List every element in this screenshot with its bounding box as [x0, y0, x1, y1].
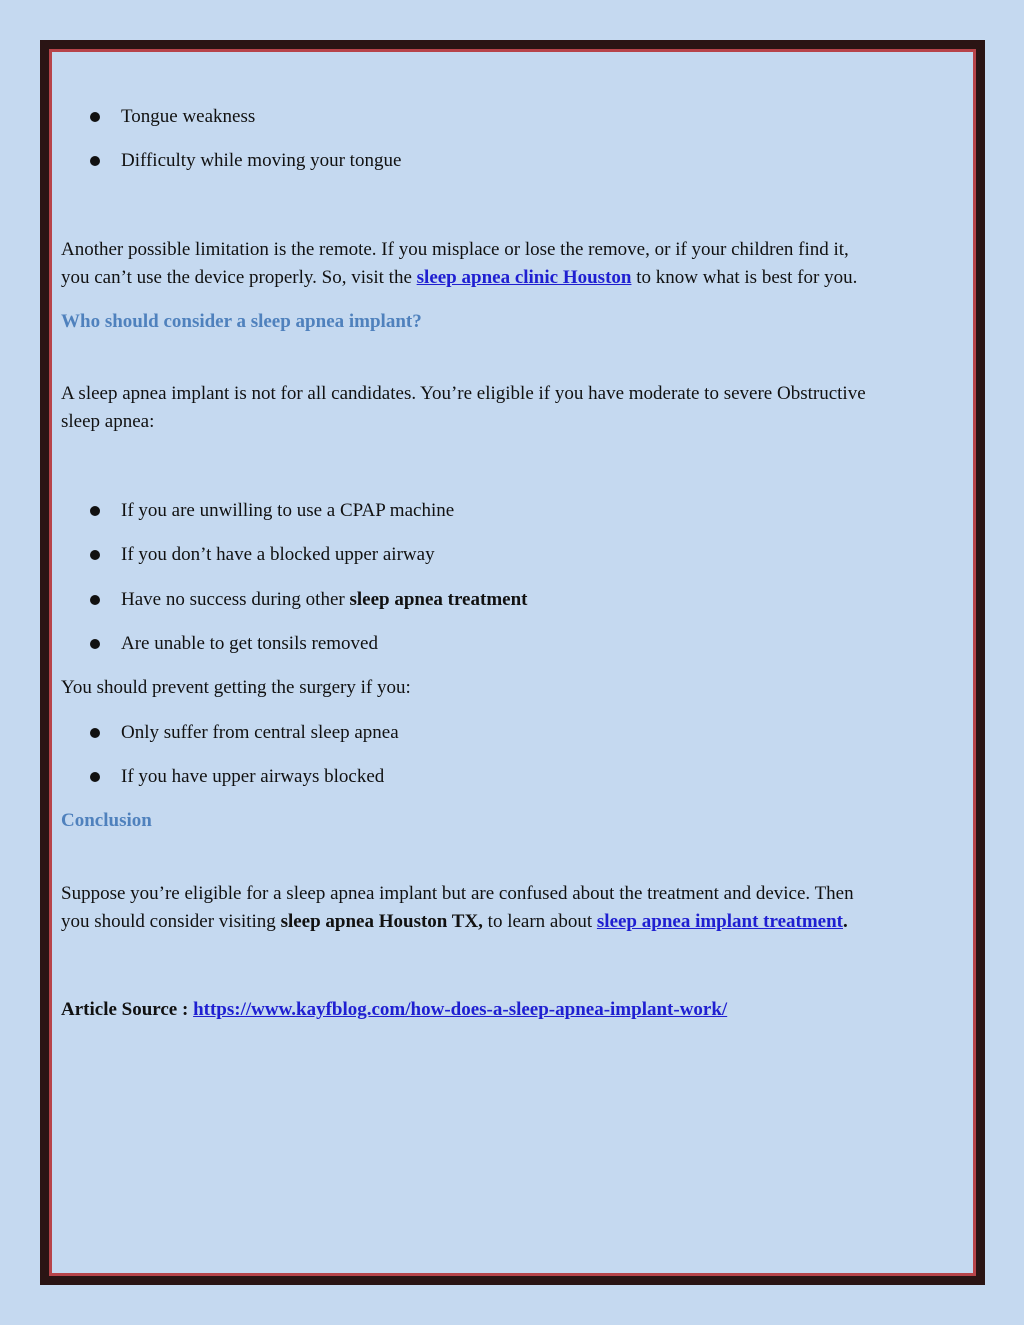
- list-item-text: If you have upper airways blocked: [121, 766, 385, 787]
- paragraph-eligible-line-2: sleep apnea:: [61, 411, 155, 432]
- text: you should consider visiting: [61, 911, 281, 932]
- section-heading-conclusion: Conclusion: [61, 810, 152, 831]
- article-source: [61, 996, 963, 1024]
- bullet-icon: [90, 506, 100, 516]
- list-item-text: Are unable to get tonsils removed: [121, 633, 378, 654]
- text: to know what is best for you.: [631, 267, 858, 288]
- bullet-icon: [90, 639, 100, 649]
- section-heading-who: Who should consider a sleep apnea implant?: [61, 311, 422, 332]
- text: to learn about: [482, 911, 597, 932]
- list-item-text: Only suffer from central sleep apnea: [121, 722, 399, 743]
- bullet-icon: [90, 772, 100, 782]
- bullet-icon: [90, 156, 100, 166]
- paragraph-eligible-line-1: A sleep apnea implant is not for all candidates. You’re eligible if you have moderate to severe Obstructive: [61, 383, 866, 404]
- paragraph-conclusion-line-2: [61, 908, 963, 936]
- sleep-apnea-clinic-link[interactable]: sleep apnea clinic Houston: [416, 267, 632, 288]
- list-item-text: Tongue weakness: [121, 106, 256, 127]
- bold-text: sleep apnea treatment: [349, 589, 528, 610]
- bold-text: sleep apnea Houston TX,: [280, 911, 483, 932]
- bullet-icon: [90, 595, 100, 605]
- paragraph-prevent-intro: You should prevent getting the surgery if you:: [61, 677, 411, 698]
- bold-period: .: [843, 911, 848, 932]
- list-item-text: [121, 586, 527, 614]
- article-source-link[interactable]: https://www.kayfblog.com/how-does-a-sleep-apnea-implant-work/: [193, 999, 728, 1020]
- bullet-icon: [90, 550, 100, 560]
- article-source-label: Article Source :: [61, 999, 194, 1020]
- text: Have no success during other: [121, 589, 350, 610]
- text: you can’t use the device properly. So, visit the: [61, 267, 417, 288]
- list-item-text: Difficulty while moving your tongue: [121, 150, 402, 171]
- bullet-icon: [90, 112, 100, 122]
- paragraph-remote-line-1: Another possible limitation is the remote. If you misplace or lose the remove, or if your children find it,: [61, 239, 849, 260]
- bullet-icon: [90, 728, 100, 738]
- list-item-text: If you don’t have a blocked upper airway: [121, 544, 435, 565]
- paragraph-conclusion-line-1: Suppose you’re eligible for a sleep apnea implant but are confused about the treatment and device. Then: [61, 883, 854, 904]
- list-item-text: If you are unwilling to use a CPAP machine: [121, 500, 455, 521]
- page-border-inner: [49, 49, 976, 1276]
- sleep-apnea-implant-link[interactable]: sleep apnea implant treatment: [596, 911, 843, 932]
- paragraph-remote-line-2: [61, 264, 963, 292]
